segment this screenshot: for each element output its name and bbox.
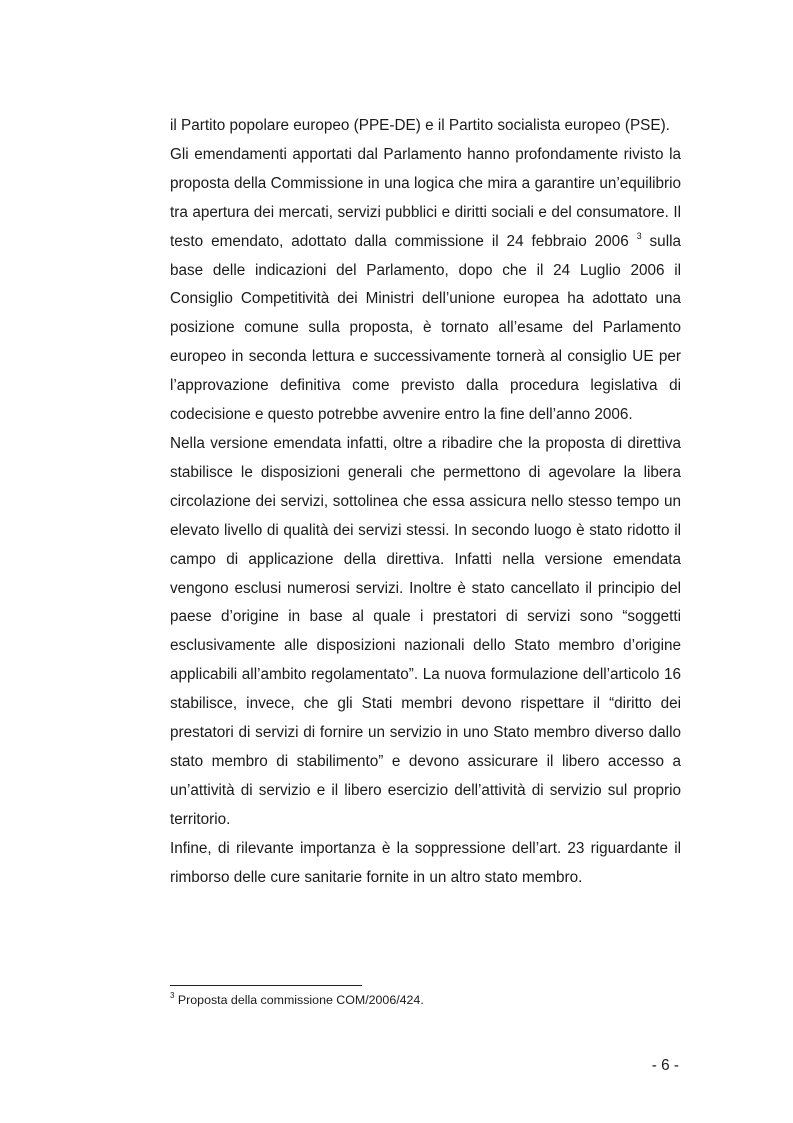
body-text — [170, 112, 681, 892]
footnote-reference: 3 — [636, 230, 642, 241]
paragraph-amended-version — [170, 430, 681, 835]
page-number: - 6 - — [651, 1057, 679, 1074]
footnote — [170, 992, 681, 1008]
paragraph-text: Nella versione emendata infatti, oltre a ribadire che la proposta di direttiva stabilisce le disposizioni generali che permettono di agevolare la libera circolazione dei servizi, sottolinea che essa assicura nello stesso tempo un elevato livello di qualità dei servizi stessi. In secondo luogo è stato ridotto il campo di applicazione della direttiva. Infatti nella versione emendata vengono esclusi numerosi servizi. Inoltre è stato cancellato il principio del paese d’origine in base al quale i prestatori di servizi sono “soggetti esclusivamente alle disposizioni nazionali dello Stato membro d’origine applicabili all’ambito regolamentato”. La nuova formulazione dell’articolo 16 stabilisce, invece, che gli Stati membri devono rispettare il “diritto dei prestatori di servizi di fornire un servizio in uno Stato membro diverso dallo stato membro di stabilimento” e devono assicurare il libero accesso a un’attività di servizio e il libero esercizio dell’attività di servizio sul proprio territorio. — [170, 434, 681, 828]
paragraph-text: il Partito popolare europeo (PPE-DE) e il Partito socialista europeo (PSE). — [170, 117, 670, 134]
paragraph-text: Infine, di rilevante importanza è la soppressione dell’art. 23 riguardante il rimborso delle cure sanitarie fornite in un altro stato membro. — [170, 839, 681, 886]
footnote-marker: 3 — [170, 990, 175, 1000]
paragraph-text: Gli emendamenti apportati dal Parlamento hanno profondamente rivisto la proposta della Commissione in una logica che mira a garantire un’equilibrio tra apertura dei mercati, servizi pubblici e diritti sociali e del consumatore. Il testo emendato, adottato dalla commissione il 24 febbraio 2006 — [170, 145, 681, 250]
footnote-divider — [170, 985, 362, 986]
paragraph-conclusion — [170, 835, 681, 893]
paragraph-continuation — [170, 112, 681, 141]
paragraph-text: sulla base delle indicazioni del Parlamento, dopo che il 24 Luglio 2006 il Consiglio Competitività dei Ministri dell’unione europea ha adottato una posizione comune sulla proposta, è tornato all’esame del Parlamento europeo in seconda lettura e successivamente tornerà al consiglio UE per l’approvazione definitiva come previsto dalla procedura legislativa di codecisione e questo potrebbe avvenire entro la fine dell’anno 2006. — [170, 232, 681, 424]
footnote-text: Proposta della commissione COM/2006/424. — [174, 993, 424, 1007]
paragraph-amendments — [170, 141, 681, 430]
